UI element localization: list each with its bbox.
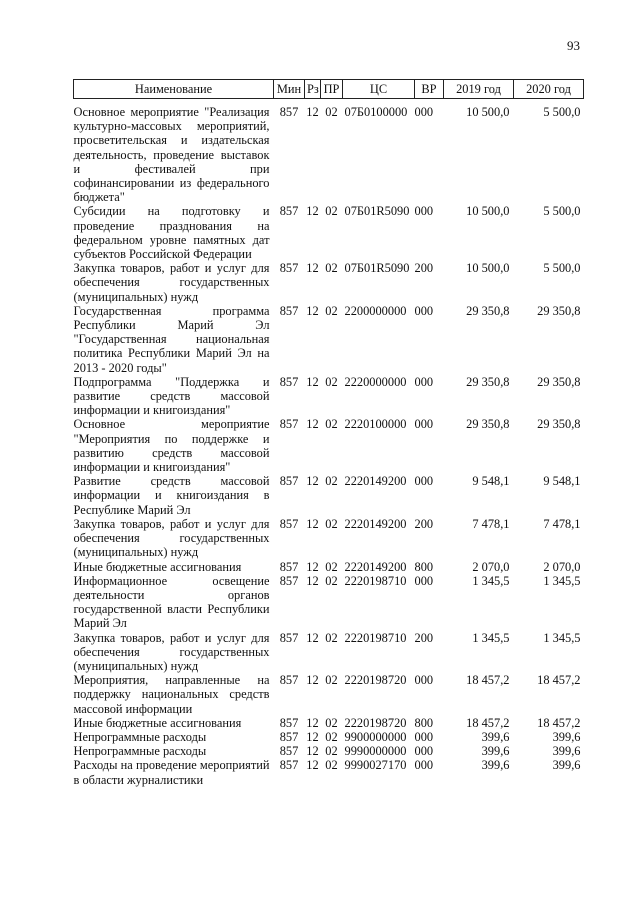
table-row [74,474,584,517]
page-number: 93 [567,38,580,53]
cell-vr: 000 [414,758,434,773]
cell-min: 857 [279,474,299,489]
cell-y2020: 399,6 [552,758,581,773]
table-row [74,574,584,631]
cell-cs: 2220149200 [344,559,407,574]
header-2020: 2020 год [514,80,584,99]
cell-y2019: 29 350,8 [466,303,510,318]
cell-y2019: 29 350,8 [466,417,510,432]
cell-vr: 000 [414,204,434,219]
cell-y2020: 5 500,0 [543,105,581,119]
cell-vr: 000 [414,417,434,432]
cell-rz: 12 [306,417,319,432]
cell-y2019: 18 457,2 [466,715,510,730]
cell-y2020: 29 350,8 [537,303,581,318]
cell-min: 857 [279,715,299,730]
table-row [74,417,584,474]
cell-y2019: 7 478,1 [472,516,510,531]
cell-vr: 000 [414,105,434,119]
cell-rz: 12 [306,630,319,645]
header-rz: Рз [305,80,321,99]
table-row [74,744,584,758]
cell-rz: 12 [306,729,319,744]
table-row [74,261,584,304]
cell-name: Закупка товаров, работ и услуг для обеспечения государственных (муниципальных) нужд [73,261,270,304]
cell-name: Непрограммные расходы [73,729,207,744]
cell-cs: 2200000000 [344,303,407,318]
cell-min: 857 [279,673,299,688]
cell-y2020: 1 345,5 [543,573,581,588]
cell-pr: 02 [325,374,338,389]
cell-name: Иные бюджетные ассигнования [73,559,242,574]
cell-y2020: 5 500,0 [543,204,581,219]
cell-y2020: 9 548,1 [543,474,581,489]
cell-pr: 02 [325,417,338,432]
cell-name: Иные бюджетные ассигнования [73,715,242,730]
table-row [74,560,584,574]
cell-y2020: 18 457,2 [537,673,581,688]
table-header [74,80,584,99]
cell-min: 857 [279,303,299,318]
cell-cs: 07Б0100000 [344,105,408,119]
cell-y2019: 1 345,5 [472,630,510,645]
cell-pr: 02 [325,673,338,688]
header-cs: ЦС [343,80,415,99]
table-row [74,673,584,716]
header-min: Мин [274,80,305,99]
cell-name: Закупка товаров, работ и услуг для обеспечения государственных (муниципальных) нужд [73,630,270,673]
cell-y2020: 29 350,8 [537,374,581,389]
cell-rz: 12 [306,559,319,574]
cell-y2020: 18 457,2 [537,715,581,730]
cell-y2019: 10 500,0 [466,204,510,219]
cell-pr: 02 [325,744,338,759]
cell-rz: 12 [306,474,319,489]
cell-cs: 9990000000 [344,744,407,759]
table-row [74,758,584,786]
table-row [74,730,584,744]
cell-pr: 02 [325,516,338,531]
table-row [74,105,584,204]
cell-min: 857 [279,573,299,588]
cell-y2019: 2 070,0 [472,559,510,574]
cell-cs: 2220198710 [344,630,407,645]
cell-rz: 12 [306,744,319,759]
table-row [74,204,584,261]
cell-pr: 02 [325,303,338,318]
cell-rz: 12 [306,374,319,389]
header-name: Наименование [74,80,274,99]
cell-y2019: 399,6 [481,758,510,773]
cell-cs: 2220000000 [344,374,407,389]
cell-pr: 02 [325,715,338,730]
cell-pr: 02 [325,573,338,588]
cell-rz: 12 [306,758,319,773]
cell-pr: 02 [325,105,338,119]
cell-y2020: 399,6 [552,744,581,759]
cell-vr: 000 [414,374,434,389]
cell-y2019: 29 350,8 [466,374,510,389]
header-pr: ПР [321,80,343,99]
cell-pr: 02 [325,261,338,276]
cell-min: 857 [279,744,299,759]
cell-min: 857 [279,516,299,531]
cell-y2019: 399,6 [481,729,510,744]
cell-vr: 000 [414,573,434,588]
cell-y2019: 10 500,0 [466,261,510,276]
cell-y2019: 18 457,2 [466,673,510,688]
cell-min: 857 [279,559,299,574]
cell-rz: 12 [306,673,319,688]
cell-y2019: 1 345,5 [472,573,510,588]
cell-cs: 2220149200 [344,474,407,489]
cell-rz: 12 [306,105,319,119]
table-row [74,517,584,560]
cell-y2019: 399,6 [481,744,510,759]
cell-min: 857 [279,758,299,773]
cell-y2020: 7 478,1 [543,516,581,531]
cell-cs: 2220198720 [344,715,407,730]
cell-name: Информационное освещение деятельности органов государственной власти Республики Марий Эл [73,573,270,631]
cell-y2019: 10 500,0 [466,105,510,119]
cell-rz: 12 [306,573,319,588]
cell-vr: 000 [414,474,434,489]
cell-vr: 200 [414,516,434,531]
cell-cs: 07Б01R5090 [344,204,410,219]
cell-y2020: 2 070,0 [543,559,581,574]
cell-name: Развитие средств массовой информации и книгоиздания в Республике Марий Эл [73,474,270,517]
cell-rz: 12 [306,303,319,318]
header-2019: 2019 год [444,80,514,99]
cell-vr: 800 [414,715,434,730]
cell-vr: 000 [414,303,434,318]
cell-rz: 12 [306,715,319,730]
cell-vr: 000 [414,729,434,744]
cell-min: 857 [279,374,299,389]
cell-cs: 2220198720 [344,673,407,688]
cell-cs: 9900000000 [344,729,407,744]
cell-y2020: 399,6 [552,729,581,744]
cell-y2020: 5 500,0 [543,261,581,276]
cell-vr: 800 [414,559,434,574]
cell-min: 857 [279,729,299,744]
cell-rz: 12 [306,204,319,219]
cell-vr: 000 [414,744,434,759]
cell-name: Основное мероприятие "Реализация культурно-массовых мероприятий, просветительская и издательская деятельность, проведение выставок и фестивалей при софинансировании из федерального бюджета" [73,105,270,205]
cell-name: Мероприятия, направленные на поддержку национальных средств массовой информации [73,673,270,716]
cell-y2020: 29 350,8 [537,417,581,432]
table-row [74,375,584,418]
table-body [74,99,584,787]
cell-name: Непрограммные расходы [73,744,207,759]
cell-rz: 12 [306,261,319,276]
cell-cs: 2220198710 [344,573,407,588]
cell-min: 857 [279,204,299,219]
cell-y2019: 9 548,1 [472,474,510,489]
cell-name: Расходы на проведение мероприятий в области журналистики [73,758,270,787]
cell-name: Закупка товаров, работ и услуг для обеспечения государственных (муниципальных) нужд [73,516,270,560]
cell-cs: 07Б01R5090 [344,261,410,276]
cell-name: Основное мероприятие "Мероприятия по поддержке и развитию средств массовой информации и книгоиздания" [73,417,270,475]
cell-y2020: 1 345,5 [543,630,581,645]
cell-min: 857 [279,261,299,276]
cell-min: 857 [279,630,299,645]
cell-cs: 2220149200 [344,516,407,531]
cell-vr: 200 [414,261,434,276]
cell-min: 857 [279,105,299,119]
cell-name: Подпрограмма "Поддержка и развитие средств массовой информации и книгоиздания" [73,374,270,418]
cell-pr: 02 [325,559,338,574]
cell-cs: 2220100000 [344,417,407,432]
cell-pr: 02 [325,758,338,773]
cell-pr: 02 [325,630,338,645]
table-row [74,716,584,730]
table-row [74,631,584,674]
cell-vr: 000 [414,673,434,688]
budget-table [73,79,584,787]
cell-pr: 02 [325,474,338,489]
cell-min: 857 [279,417,299,432]
cell-pr: 02 [325,729,338,744]
cell-vr: 200 [414,630,434,645]
table-row [74,304,584,375]
cell-name: Субсидии на подготовку и проведение празднования на федеральном уровне памятных дат субъектов Российской Федерации [73,204,270,262]
cell-name: Государственная программа Республики Марий Эл "Государственная национальная политика Республики Марий Эл на 2013 - 2020 годы" [73,303,270,375]
cell-pr: 02 [325,204,338,219]
cell-cs: 9990027170 [344,758,407,773]
cell-rz: 12 [306,516,319,531]
header-vr: ВР [415,80,444,99]
